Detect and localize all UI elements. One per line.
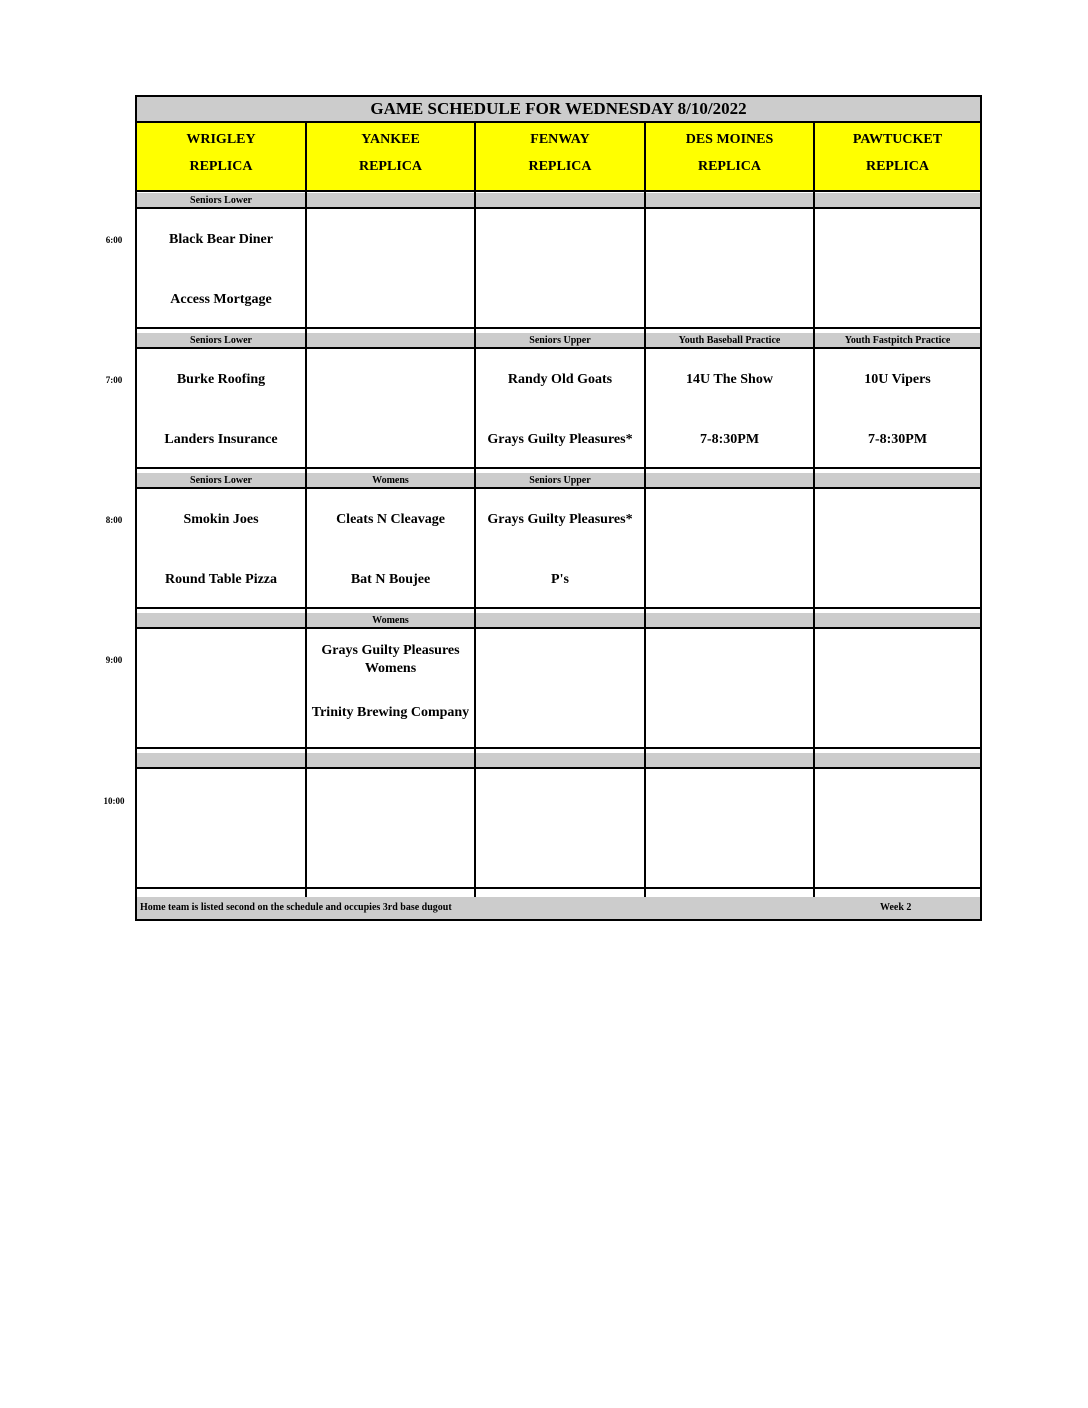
division-label [815, 473, 980, 489]
home-team: Round Table Pizza [164, 572, 278, 587]
field-name: DES MOINES [685, 132, 774, 147]
division-label [815, 753, 980, 769]
home-team: Landers Insurance [164, 432, 278, 447]
division-label: Youth Baseball Practice [646, 333, 813, 349]
game-cell [476, 769, 644, 889]
field-sub: REPLICA [865, 159, 929, 174]
game-cell [137, 629, 305, 749]
field-header-pawtucket [815, 123, 980, 192]
away-team: 14U The Show [686, 372, 773, 387]
schedule-table [135, 95, 982, 921]
away-team: Grays Guilty Pleasures* [487, 512, 633, 527]
division-label: Youth Fastpitch Practice [815, 333, 980, 349]
division-label [476, 613, 644, 629]
division-label [476, 193, 644, 209]
division-label [646, 473, 813, 489]
division-label: Womens [307, 473, 474, 489]
time-label: 10:00 [103, 796, 125, 806]
division-label [476, 753, 644, 769]
away-team: Randy Old Goats [507, 372, 613, 387]
field-sub: REPLICA [189, 159, 253, 174]
division-label [815, 613, 980, 629]
game-cell [307, 489, 474, 609]
game-cell [137, 349, 305, 469]
game-cell [815, 209, 980, 329]
game-cell [137, 209, 305, 329]
field-sub: REPLICA [697, 159, 761, 174]
home-team: Grays Guilty Pleasures* [487, 432, 633, 447]
time-label: 8:00 [105, 515, 123, 525]
division-label [137, 753, 305, 769]
division-label [646, 613, 813, 629]
division-label: Seniors Lower [137, 333, 305, 349]
home-team: Bat N Boujee [350, 572, 431, 587]
game-cell [646, 629, 813, 749]
division-label [307, 193, 474, 209]
division-label: Seniors Upper [476, 333, 644, 349]
home-team: Access Mortgage [170, 292, 272, 307]
away-team: Black Bear Diner [169, 232, 273, 247]
field-name: FENWAY [530, 132, 590, 147]
game-cell [307, 349, 474, 469]
home-team: Trinity Brewing Company [311, 705, 470, 720]
game-cell [646, 209, 813, 329]
game-cell [476, 349, 644, 469]
game-cell [646, 489, 813, 609]
field-header-yankee [307, 123, 474, 192]
away-team: Cleats N Cleavage [336, 512, 445, 527]
schedule-footer [137, 897, 980, 919]
away-team: Grays Guilty Pleasures Womens [321, 643, 460, 676]
game-cell [307, 769, 474, 889]
game-cell [646, 769, 813, 889]
field-sub: REPLICA [358, 159, 422, 174]
division-label: Seniors Upper [476, 473, 644, 489]
home-team: 7-8:30PM [699, 432, 760, 447]
division-label [815, 193, 980, 209]
division-label [307, 753, 474, 769]
field-sub: REPLICA [528, 159, 592, 174]
game-cell [815, 769, 980, 889]
time-label: 9:00 [105, 655, 123, 665]
game-cell [815, 349, 980, 469]
game-cell [307, 629, 474, 749]
game-cell [476, 209, 644, 329]
division-label: Seniors Lower [137, 193, 305, 209]
home-team: P's [551, 572, 569, 587]
away-team: Burke Roofing [176, 372, 266, 387]
game-cell [137, 489, 305, 609]
division-label: Womens [307, 613, 474, 629]
field-name: PAWTUCKET [852, 132, 943, 147]
game-cell [476, 489, 644, 609]
field-header-fenway [476, 123, 644, 192]
away-team: 10U Vipers [864, 372, 931, 387]
home-team: 7-8:30PM [867, 432, 928, 447]
home-team-note: Home team is listed second on the schedule and occupies 3rd base dugout [140, 902, 452, 913]
time-label: 6:00 [105, 235, 123, 245]
game-cell [476, 629, 644, 749]
division-label [646, 753, 813, 769]
game-cell [137, 769, 305, 889]
week-label: Week 2 [880, 902, 912, 913]
time-label: 7:00 [105, 375, 123, 385]
game-cell [307, 209, 474, 329]
division-label: Seniors Lower [137, 473, 305, 489]
division-label [137, 613, 305, 629]
game-cell [646, 349, 813, 469]
away-team: Smokin Joes [183, 512, 259, 527]
field-header-wrigley [137, 123, 305, 192]
division-label [646, 193, 813, 209]
field-header-des-moines [646, 123, 813, 192]
field-name: YANKEE [361, 132, 420, 147]
division-label [307, 333, 474, 349]
field-name: WRIGLEY [186, 132, 256, 147]
schedule-title: GAME SCHEDULE FOR WEDNESDAY 8/10/2022 [137, 97, 980, 123]
game-cell [815, 629, 980, 749]
game-cell [815, 489, 980, 609]
